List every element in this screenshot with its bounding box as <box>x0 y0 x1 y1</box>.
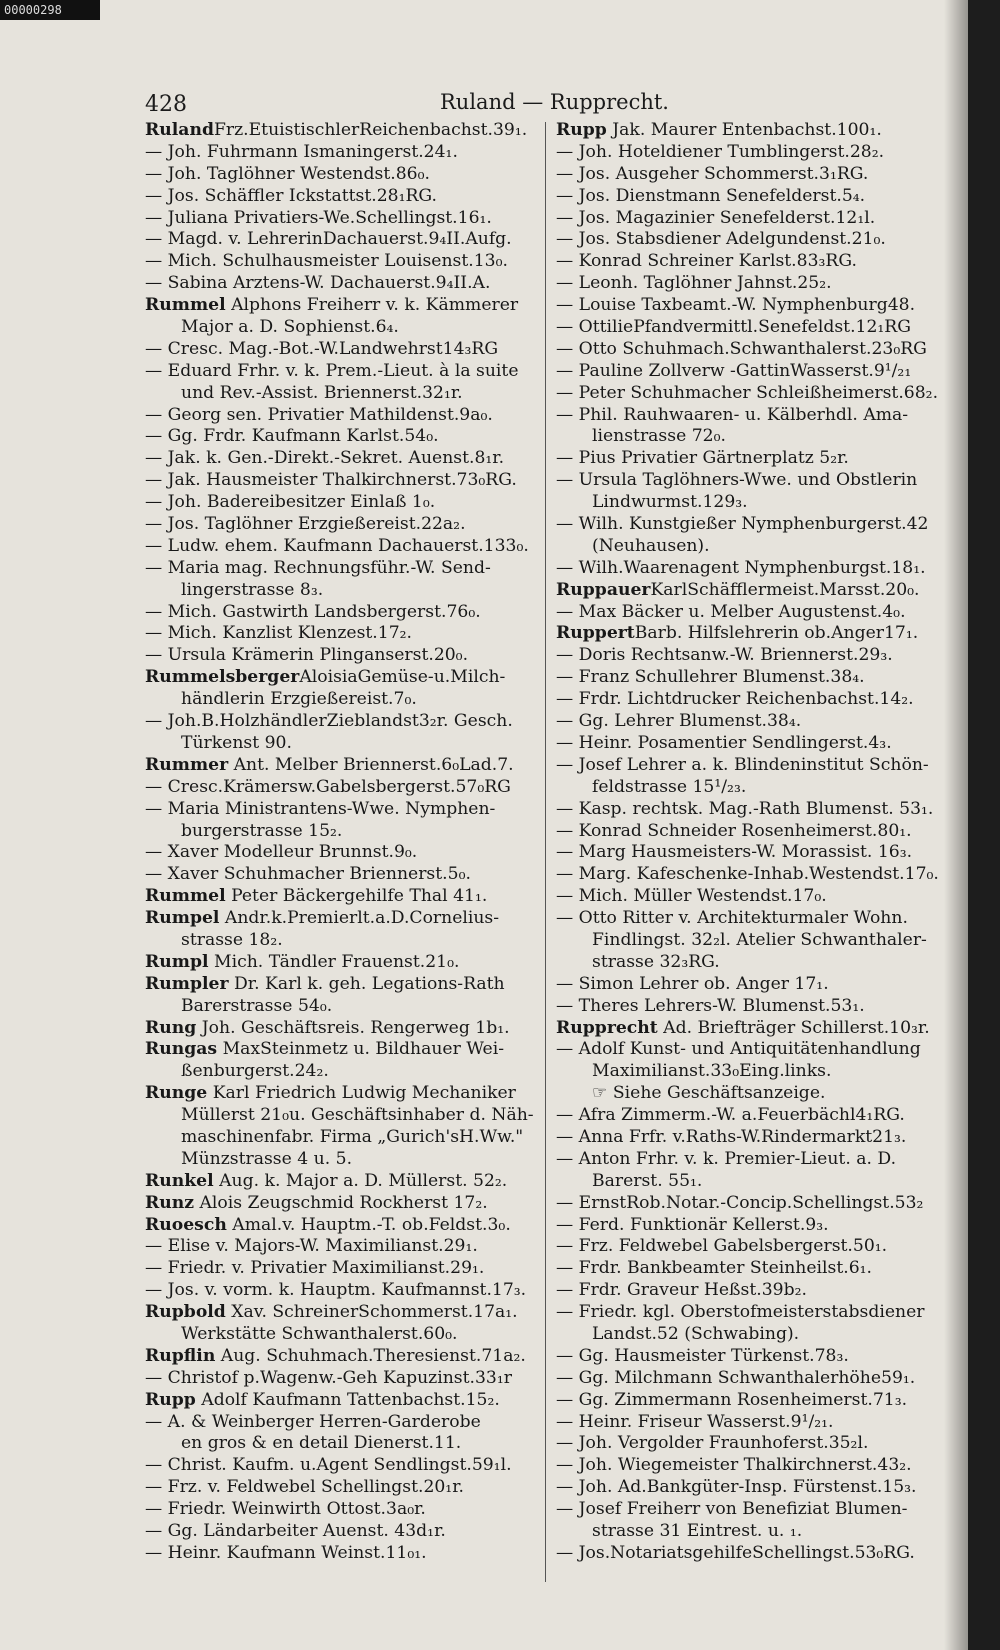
entry-text: — Marg Hausmeisters-W. Morassist. 16₃. <box>556 842 913 863</box>
entry-text: — Eduard Frhr. v. k. Prem.-Lieut. à la suite <box>145 360 519 381</box>
entry-text: händlerin Erzgießereist.7₀. <box>181 689 417 710</box>
entry-text: Aug. k. Major a. D. Müllerst. 52₂. <box>213 1170 508 1191</box>
entry-surname: Rummel <box>145 295 226 316</box>
entry-text: — Juliana Privatiers-We.Schellingst.16₁. <box>145 207 492 228</box>
entry-text: — Peter Schuhmacher Schleißheimerst.68₂. <box>556 382 939 403</box>
directory-entry <box>145 996 540 1018</box>
directory-entry <box>145 580 540 602</box>
directory-entry <box>145 1412 540 1434</box>
entry-text: KarlSchäfflermeist.Marsst.20₀. <box>650 579 920 600</box>
directory-entry <box>556 426 951 448</box>
directory-entry <box>556 667 951 689</box>
entry-text: — Heinr. Posamentier Sendlingerst.4₃. <box>556 732 892 753</box>
directory-entry <box>556 514 951 536</box>
directory-entry <box>556 602 951 624</box>
entry-text: Mich. Tändler Frauenst.21₀. <box>208 951 460 972</box>
entry-text: — Jos. Taglöhner Erzgießereist.22a₂. <box>145 514 466 535</box>
entry-text: — Joh. Taglöhner Westendst.86₀. <box>145 163 430 184</box>
page-number: 428 <box>145 92 187 117</box>
entry-text: — Pauline Zollverw -GattinWasserst.9¹/₂₁ <box>556 360 912 381</box>
entry-text: maschinenfabr. Firma „Gurich'sH.Ww." <box>181 1126 524 1147</box>
entry-surname: Ruland <box>145 120 214 140</box>
entry-text: — Frdr. Lichtdrucker Reichenbachst.14₂. <box>556 689 914 710</box>
entry-text: — Otto Schuhmach.Schwanthalerst.23₀RG <box>556 338 927 359</box>
directory-entry <box>556 1127 951 1149</box>
entry-text: — Jos.NotariatsgehilfeSchellingst.53₀RG. <box>556 1542 915 1563</box>
directory-entry <box>145 864 540 886</box>
directory-entry <box>145 908 540 930</box>
directory-entry <box>145 733 540 755</box>
directory-entry <box>145 1302 540 1324</box>
directory-entry <box>556 1215 951 1237</box>
entry-text: Adolf Kaufmann Tattenbachst.15₂. <box>195 1389 500 1410</box>
entry-text: — Konrad Schneider Rosenheimerst.80₁. <box>556 820 912 841</box>
directory-entry <box>145 470 540 492</box>
directory-entry <box>556 645 951 667</box>
directory-entry <box>556 1061 951 1083</box>
directory-entry <box>145 229 540 251</box>
directory-entry <box>145 1433 540 1455</box>
directory-entry <box>145 952 540 974</box>
directory-entry <box>556 383 951 405</box>
entry-text: — Friedr. kgl. Oberstofmeisterstabsdiener <box>556 1302 925 1323</box>
entry-text: — Marg. Kafeschenke-Inhab.Westendst.17₀. <box>556 864 939 885</box>
directory-entry <box>556 1105 951 1127</box>
directory-entry <box>556 1455 951 1477</box>
directory-entry <box>556 229 951 251</box>
entry-text: Ad. Briefträger Schillerst.10₃r. <box>657 1017 930 1038</box>
entry-surname: Ruoesch <box>145 1214 227 1235</box>
entry-surname: Rumpel <box>145 908 220 929</box>
directory-entry <box>145 361 540 383</box>
entry-text: — OttiliePfandvermittl.Senefeldst.12₁RG <box>556 317 911 338</box>
entry-text: — Gg. Frdr. Kaufmann Karlst.54₀. <box>145 426 439 447</box>
entry-text: — A. & Weinberger Herren-Garderobe <box>145 1411 481 1432</box>
entry-text: Lindwurmst.129₃. <box>592 492 748 513</box>
directory-entry <box>556 208 951 230</box>
directory-entry <box>145 1236 540 1258</box>
directory-entry <box>556 952 951 974</box>
directory-entry <box>145 1324 540 1346</box>
entry-text: Karl Friedrich Ludwig Mechaniker <box>207 1083 516 1104</box>
entry-text: — Frz. Feldwebel Gabelsbergerst.50₁. <box>556 1236 888 1257</box>
directory-entry <box>145 1018 540 1040</box>
directory-entry <box>145 1368 540 1390</box>
directory-entry <box>145 1149 540 1171</box>
entry-text: — Joh. Badereibesitzer Einlaß 1₀. <box>145 492 436 513</box>
directory-entry <box>145 383 540 405</box>
entry-surname: Ruppauer <box>556 579 651 600</box>
entry-text: — Joh. Ad.Bankgüter-Insp. Fürstenst.15₃. <box>556 1477 917 1498</box>
entry-text: — Christ. Kaufm. u.Agent Sendlingst.59₁l. <box>145 1455 512 1476</box>
directory-entry <box>145 1455 540 1477</box>
entry-surname: Ruppert <box>556 623 635 644</box>
entry-text: — Josef Lehrer a. k. Blindeninstitut Schön- <box>556 754 929 775</box>
directory-entry <box>556 470 951 492</box>
directory-entry <box>145 339 540 361</box>
entry-text: ☞ Siehe Geschäftsanzeige. <box>592 1083 826 1104</box>
directory-entry <box>556 339 951 361</box>
entry-text: — Elise v. Majors-W. Maximilianst.29₁. <box>145 1236 478 1257</box>
directory-entry <box>556 755 951 777</box>
directory-entry <box>145 208 540 230</box>
directory-entry <box>556 689 951 711</box>
directory-entry <box>145 777 540 799</box>
entry-surname: Rupp <box>145 1389 196 1410</box>
directory-entry <box>145 711 540 733</box>
entry-text: strasse 18₂. <box>181 929 283 950</box>
entry-text: — Max Bäcker u. Melber Augustenst.4₀. <box>556 601 906 622</box>
entry-surname: Rupflin <box>145 1345 216 1366</box>
entry-text: — Franz Schullehrer Blumenst.38₄. <box>556 667 865 688</box>
directory-entry <box>145 821 540 843</box>
directory-entry <box>145 1280 540 1302</box>
directory-entry <box>556 733 951 755</box>
entry-text: — Leonh. Taglöhner Jahnst.25₂. <box>556 273 832 294</box>
directory-entry <box>145 667 540 689</box>
entry-text: — Heinr. Kaufmann Weinst.11₀₁. <box>145 1542 427 1563</box>
directory-entry <box>556 580 951 602</box>
directory-entry <box>556 1193 951 1215</box>
entry-text: — Simon Lehrer ob. Anger 17₁. <box>556 973 829 994</box>
entry-text: Major a. D. Sophienst.6₄. <box>181 317 399 338</box>
entry-text: (Neuhausen). <box>592 535 710 556</box>
entry-text: Alphons Freiherr v. k. Kämmerer <box>225 295 519 316</box>
entry-text: — Wilh.Waarenagent Nymphenburgst.18₁. <box>556 557 926 578</box>
entry-text: Türkenst 90. <box>181 732 292 753</box>
directory-entry <box>556 273 951 295</box>
directory-entry <box>556 908 951 930</box>
entry-text: — Jos. v. vorm. k. Hauptm. Kaufmannst.17₃. <box>145 1280 527 1301</box>
directory-entry <box>556 842 951 864</box>
entry-text: AloisiaGemüse-u.Milch- <box>299 667 506 688</box>
directory-entry <box>556 1412 951 1434</box>
directory-entry <box>556 120 951 142</box>
directory-entry <box>145 142 540 164</box>
entry-text: — Konrad Schreiner Karlst.83₃RG. <box>556 251 857 272</box>
directory-entry <box>556 1521 951 1543</box>
entry-text: — Heinr. Friseur Wasserst.9¹/₂₁. <box>556 1411 834 1432</box>
entry-text: — Gg. Zimmermann Rosenheimerst.71₃. <box>556 1389 908 1410</box>
directory-entry <box>145 405 540 427</box>
entry-text: Findlingst. 32₂l. Atelier Schwanthaler- <box>592 929 927 950</box>
directory-entry <box>556 1324 951 1346</box>
entry-text: — Mich. Müller Westendst.17₀. <box>556 886 827 907</box>
entry-text: lingerstrasse 8₃. <box>181 579 324 600</box>
directory-entry <box>145 251 540 273</box>
directory-entry <box>145 1083 540 1105</box>
entry-text: und Rev.-Assist. Briennerst.32₁r. <box>181 382 463 403</box>
entry-text: Münzstrasse 4 u. 5. <box>181 1148 353 1169</box>
entry-text: — Mich. Schulhausmeister Louisenst.13₀. <box>145 251 508 272</box>
entry-text: — Friedr. Weinwirth Ottost.3a₀r. <box>145 1499 426 1520</box>
entry-text: Aug. Schuhmach.Theresienst.71a₂. <box>215 1345 526 1366</box>
entry-text: — Jos. Ausgeher Schommerst.3₁RG. <box>556 163 869 184</box>
entry-text: Müllerst 21₀u. Geschäftsinhaber d. Näh- <box>181 1105 534 1126</box>
entry-text: — Jak. Hausmeister Thalkirchnerst.73₀RG. <box>145 470 517 491</box>
entry-surname: Runkel <box>145 1170 214 1191</box>
directory-entry <box>145 930 540 952</box>
entry-text: Jak. Maurer Entenbachst.100₁. <box>606 120 882 140</box>
entry-text: lienstrasse 72₀. <box>592 426 726 447</box>
entry-surname: Rummelsberger <box>145 667 300 688</box>
entry-text: ßenburgerst.24₂. <box>181 1061 329 1082</box>
directory-entry <box>145 1390 540 1412</box>
directory-entry <box>145 120 540 142</box>
entry-text: — Friedr. v. Privatier Maximilianst.29₁. <box>145 1258 485 1279</box>
directory-entry <box>556 251 951 273</box>
directory-entry <box>145 1171 540 1193</box>
entry-text: — Jos. Dienstmann Senefelderst.5₄. <box>556 185 866 206</box>
entry-text: — Jak. k. Gen.-Direkt.-Sekret. Auenst.8₁r. <box>145 448 505 469</box>
directory-entry <box>145 317 540 339</box>
directory-entry <box>556 361 951 383</box>
directory-entry <box>145 842 540 864</box>
directory-entry <box>145 1061 540 1083</box>
entry-text: strasse 31 Eintrest. u. ₁. <box>592 1521 803 1541</box>
directory-entry <box>145 623 540 645</box>
scan-edge <box>968 0 1000 1650</box>
entry-text: — Joh. Hoteldiener Tumblingerst.28₂. <box>556 141 885 162</box>
directory-entry <box>145 514 540 536</box>
directory-entry <box>145 645 540 667</box>
entry-surname: Runge <box>145 1083 208 1104</box>
entry-text: Ant. Melber Briennerst.6₀Lad.7. <box>228 754 514 775</box>
entry-text: Amal.v. Hauptm.-T. ob.Feldst.3₀. <box>226 1214 511 1235</box>
directory-entry <box>145 689 540 711</box>
entry-text: Joh. Geschäftsreis. Rengerweg 1b₁. <box>196 1017 510 1038</box>
directory-entry <box>145 1215 540 1237</box>
directory-entry <box>145 1543 540 1565</box>
entry-surname: Rung <box>145 1017 197 1038</box>
entry-text: — Cresc.Krämersw.Gabelsbergerst.57₀RG <box>145 776 511 797</box>
entry-text: — Xaver Schuhmacher Briennerst.5₀. <box>145 864 471 885</box>
entry-text: Barerst. 55₁. <box>592 1170 703 1191</box>
entry-text: Landst.52 (Schwabing). <box>592 1323 800 1344</box>
directory-entry <box>556 1149 951 1171</box>
entry-text: Barerstrasse 54₀. <box>181 995 333 1016</box>
entry-text: — ErnstRob.Notar.-Concip.Schellingst.53₂ <box>556 1192 924 1213</box>
directory-entry <box>145 1499 540 1521</box>
directory-entry <box>556 1302 951 1324</box>
entry-text: — Phil. Rauhwaaren- u. Kälberhdl. Ama- <box>556 404 909 425</box>
directory-entry <box>556 295 951 317</box>
entry-text: Alois Zeugschmid Rockherst 17₂. <box>194 1192 488 1213</box>
entry-text: feldstrasse 15¹/₂₃. <box>592 776 747 797</box>
left-column <box>145 120 540 1565</box>
directory-entry <box>145 1477 540 1499</box>
entry-surname: Rummer <box>145 754 229 775</box>
entry-text: — Gg. Ländarbeiter Auenst. 43d₁r. <box>145 1521 446 1541</box>
directory-entry <box>556 1236 951 1258</box>
directory-entry <box>145 186 540 208</box>
entry-text: — Frdr. Bankbeamter Steinheilst.6₁. <box>556 1258 873 1279</box>
directory-entry <box>556 996 951 1018</box>
entry-text: — Joh. Vergolder Fraunhoferst.35₂l. <box>556 1433 869 1454</box>
directory-entry <box>556 405 951 427</box>
directory-entry <box>145 1521 540 1543</box>
directory-entry <box>145 886 540 908</box>
directory-entry <box>145 1039 540 1061</box>
entry-text: en gros & en detail Dienerst.11. <box>181 1433 462 1454</box>
entry-text: — Frz. v. Feldwebel Schellingst.20₁r. <box>145 1477 464 1498</box>
entry-surname: Rupbold <box>145 1302 226 1323</box>
directory-entry <box>556 777 951 799</box>
entry-text: — Doris Rechtsanw.-W. Briennerst.29₃. <box>556 645 893 666</box>
directory-entry <box>556 186 951 208</box>
entry-text: — Ferd. Funktionär Kellerst.9₃. <box>556 1214 829 1235</box>
directory-entry <box>145 164 540 186</box>
directory-entry <box>556 1477 951 1499</box>
directory-entry <box>556 711 951 733</box>
entry-surname: Rupp <box>556 120 607 140</box>
directory-entry <box>556 821 951 843</box>
entry-text: — Xaver Modelleur Brunnst.9₀. <box>145 842 418 863</box>
entry-text: Maximilianst.33₀Eing.links. <box>592 1061 832 1082</box>
entry-surname: Runz <box>145 1192 195 1213</box>
directory-entry <box>556 164 951 186</box>
directory-entry <box>145 1105 540 1127</box>
directory-entry <box>556 536 951 558</box>
entry-text: Frz.EtuistischlerReichenbachst.39₁. <box>213 120 528 140</box>
entry-text: — Christof p.Wagenw.-Geh Kapuzinst.33₁r <box>145 1367 512 1388</box>
entry-text: strasse 32₃RG. <box>592 951 720 972</box>
entry-text: — Frdr. Graveur Heßst.39b₂. <box>556 1280 807 1301</box>
directory-entry <box>556 1018 951 1040</box>
directory-entry <box>145 536 540 558</box>
directory-entry <box>556 1280 951 1302</box>
directory-entry <box>556 1083 951 1105</box>
entry-text: — Magd. v. LehrerinDachauerst.9₄II.Aufg. <box>145 229 512 250</box>
entry-text: — Anna Frfr. v.Raths-W.Rindermarkt21₃. <box>556 1126 907 1147</box>
entry-text: Dr. Karl k. geh. Legations-Rath <box>228 973 505 994</box>
entry-text: — Adolf Kunst- und Antiquitätenhandlung <box>556 1039 921 1060</box>
entry-text: — Joh. Fuhrmann Ismaningerst.24₁. <box>145 141 458 162</box>
directory-entry <box>145 426 540 448</box>
directory-entry <box>556 492 951 514</box>
directory-entry <box>145 799 540 821</box>
directory-entry <box>556 1039 951 1061</box>
directory-entry <box>556 448 951 470</box>
directory-entry <box>556 1390 951 1412</box>
entry-text: — Mich. Kanzlist Klenzest.17₂. <box>145 623 412 644</box>
directory-entry <box>145 1346 540 1368</box>
directory-entry <box>145 273 540 295</box>
directory-entry <box>556 974 951 996</box>
entry-text: — Gg. Milchmann Schwanthalerhöhe59₁. <box>556 1367 916 1388</box>
entry-text: — Louise Taxbeamt.-W. Nymphenburg48. <box>556 295 916 316</box>
directory-entry <box>556 317 951 339</box>
entry-text: MaxSteinmetz u. Bildhauer Wei- <box>217 1039 505 1060</box>
entry-text: — Jos. Stabsdiener Adelgundenst.21₀. <box>556 229 886 250</box>
entry-text: — Sabina Arztens-W. Dachauerst.9₄II.A. <box>145 273 491 294</box>
entry-text: — Ludw. ehem. Kaufmann Dachauerst.133₀. <box>145 535 529 556</box>
entry-text: Peter Bäckergehilfe Thal 41₁. <box>225 886 488 907</box>
directory-entry <box>556 142 951 164</box>
directory-entry <box>556 886 951 908</box>
entry-text: — Mich. Gastwirth Landsbergerst.76₀. <box>145 601 481 622</box>
directory-entry <box>145 1193 540 1215</box>
entry-text: — Ursula Krämerin Plinganserst.20₀. <box>145 645 469 666</box>
directory-entry <box>556 864 951 886</box>
directory-entry <box>145 492 540 514</box>
entry-text: — Georg sen. Privatier Mathildenst.9a₀. <box>145 404 493 425</box>
directory-entry <box>556 1346 951 1368</box>
right-column <box>556 120 951 1565</box>
entry-text: — Josef Freiherr von Benefiziat Blumen- <box>556 1499 908 1520</box>
directory-entry <box>145 448 540 470</box>
directory-entry <box>145 974 540 996</box>
directory-entry <box>145 295 540 317</box>
directory-entry <box>145 602 540 624</box>
entry-surname: Rumpl <box>145 951 209 972</box>
directory-entry <box>145 1127 540 1149</box>
entry-text: — Gg. Hausmeister Türkenst.78₃. <box>556 1345 849 1366</box>
entry-text: — Gg. Lehrer Blumenst.38₄. <box>556 711 802 732</box>
entry-text: — Anton Frhr. v. k. Premier-Lieut. a. D. <box>556 1148 897 1169</box>
entry-text: — Otto Ritter v. Architekturmaler Wohn. <box>556 908 908 929</box>
directory-entry <box>556 799 951 821</box>
directory-entry <box>556 558 951 580</box>
entry-text: — Kasp. rechtsk. Mag.-Rath Blumenst. 53₁. <box>556 798 934 819</box>
entry-text: — Theres Lehrers-W. Blumenst.53₁. <box>556 995 865 1016</box>
running-head: Ruland — Rupprecht. <box>440 90 669 114</box>
entry-text: — Maria Ministrantens-Wwe. Nymphen- <box>145 798 496 819</box>
entry-text: Barb. Hilfslehrerin ob.Anger17₁. <box>634 623 919 644</box>
entry-text: — Joh. Wiegemeister Thalkirchnerst.43₂. <box>556 1455 912 1476</box>
entry-text: — Afra Zimmerm.-W. a.Feuerbächl4₁RG. <box>556 1105 905 1126</box>
entry-text: burgerstrasse 15₂. <box>181 820 343 841</box>
entry-text: — Cresc. Mag.-Bot.-W.Landwehrst14₃RG <box>145 338 499 359</box>
directory-entry <box>556 1499 951 1521</box>
directory-entry <box>556 1171 951 1193</box>
entry-surname: Rupprecht <box>556 1017 658 1038</box>
entry-text: Werkstätte Schwanthalerst.60₀. <box>181 1323 458 1344</box>
entry-text: Xav. SchreinerSchommerst.17a₁. <box>225 1302 518 1323</box>
directory-entry <box>556 1543 951 1565</box>
entry-text: Andr.k.Premierlt.a.D.Cornelius- <box>219 908 500 929</box>
entry-text: — Jos. Schäffler Ickstattst.28₁RG. <box>145 185 438 206</box>
entry-surname: Rummel <box>145 886 226 907</box>
directory-entry <box>556 1433 951 1455</box>
entry-text: — Wilh. Kunstgießer Nymphenburgerst.42 <box>556 514 929 535</box>
scan-id-stamp: 00000298 <box>0 0 100 20</box>
entry-surname: Rungas <box>145 1039 218 1060</box>
entry-text: — Joh.B.HolzhändlerZieblandst3₂r. Gesch. <box>145 711 513 732</box>
directory-entry <box>145 1258 540 1280</box>
column-divider <box>545 122 546 1582</box>
directory-entry <box>556 1258 951 1280</box>
directory-entry <box>556 623 951 645</box>
directory-entry <box>556 930 951 952</box>
entry-text: — Jos. Magazinier Senefelderst.12₁l. <box>556 207 876 228</box>
directory-entry <box>556 1368 951 1390</box>
entry-text: — Pius Privatier Gärtnerplatz 5₂r. <box>556 448 849 469</box>
directory-entry <box>145 755 540 777</box>
directory-entry <box>145 558 540 580</box>
entry-text: — Maria mag. Rechnungsführ.-W. Send- <box>145 557 491 578</box>
entry-text: — Ursula Taglöhners-Wwe. und Obstlerin <box>556 470 918 491</box>
entry-surname: Rumpler <box>145 973 229 994</box>
